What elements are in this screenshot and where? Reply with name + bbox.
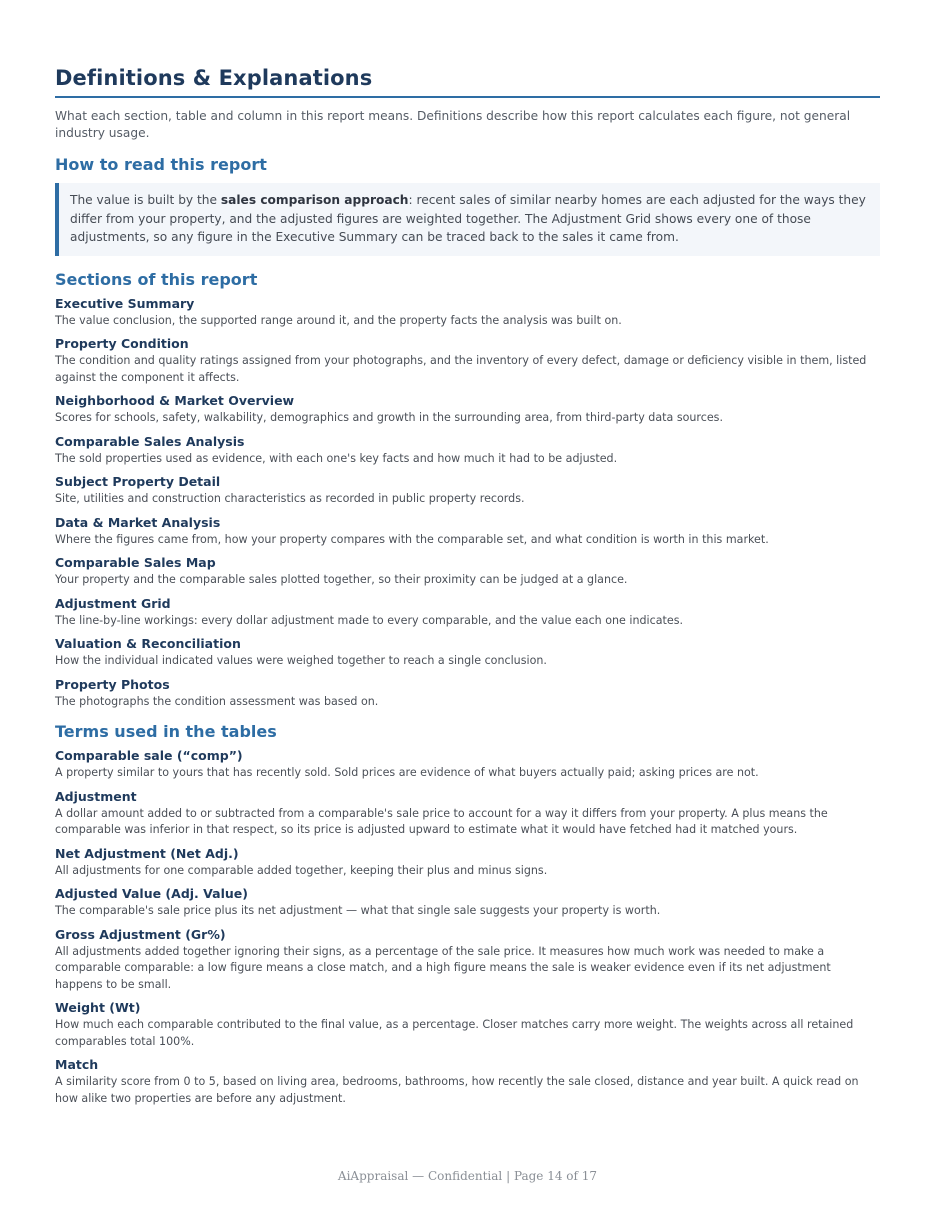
- definitions-page: [55, 66, 880, 1114]
- how-to-read-text: [70, 191, 870, 247]
- term-desc: How much each comparable contributed to the final value, as a percentage. Closer matches carry more weight. The weights across all retained comparables total 100%.: [55, 1018, 854, 1048]
- term-item: [55, 927, 880, 994]
- term-name: Comparable sale (“comp”): [55, 748, 243, 763]
- how-to-read-callout: [55, 183, 880, 256]
- term-desc: All adjustments for one comparable added together, keeping their plus and minus signs.: [55, 863, 548, 877]
- callout-text-after: : recent sales of similar nearby homes are each adjusted for the ways they differ from your property, and the adjusted figures are weighted together. The Adjustment Grid shows every one of those adjustments, so any figure in the Executive Summary can be traced back to the sales it came from.: [70, 193, 866, 244]
- definition-term: Comparable Sales Analysis: [55, 433, 245, 449]
- definition-desc: The line-by-line workings: every dollar adjustment made to every comparable, and the value each one indicates.: [55, 613, 684, 627]
- definition-item: [55, 677, 880, 711]
- definition-item: [55, 296, 880, 330]
- term-name: Match: [55, 1057, 99, 1072]
- page-title: Definitions & Explanations: [55, 66, 880, 98]
- term-name: Gross Adjustment (Gr%): [55, 926, 226, 942]
- definition-term: Adjustment Grid: [55, 595, 171, 611]
- term-desc: The comparable's sale price plus its net adjustment — what that single sale suggests your property is worth.: [55, 904, 661, 917]
- terms-list: [55, 748, 880, 1107]
- definition-term: Data & Market Analysis: [55, 514, 221, 530]
- term-name: Adjusted Value (Adj. Value): [55, 886, 248, 901]
- definition-term: Neighborhood & Market Overview: [55, 393, 295, 408]
- how-to-read-heading: How to read this report: [55, 155, 267, 174]
- sections-list: [55, 296, 880, 711]
- definition-item: [55, 555, 880, 589]
- term-item: [55, 1000, 880, 1050]
- term-name: Adjustment: [55, 788, 137, 804]
- term-name: Net Adjustment (Net Adj.): [55, 845, 239, 861]
- definition-item: [55, 434, 880, 468]
- definition-term: Executive Summary: [55, 295, 195, 311]
- term-item: [55, 748, 880, 782]
- term-item: [55, 846, 880, 880]
- definition-term: Property Photos: [55, 676, 170, 692]
- definition-desc: Scores for schools, safety, walkability, demographics and growth in the surrounding area, from third-party data sources.: [55, 411, 723, 424]
- definition-item: [55, 336, 880, 386]
- intro-text: What each section, table and column in this report means. Definitions describe how this report calculates each figure, not general industry usage.: [55, 109, 851, 140]
- terms-heading: Terms used in the tables: [55, 722, 277, 741]
- definition-item: [55, 636, 880, 670]
- definition-term: Subject Property Detail: [55, 474, 221, 489]
- sections-heading: Sections of this report: [55, 269, 258, 289]
- definition-desc: Site, utilities and construction characteristics as recorded in public property records.: [55, 492, 525, 505]
- term-name: Weight (Wt): [55, 1000, 141, 1015]
- definition-desc: How the individual indicated values were weighed together to reach a single conclusion.: [55, 654, 547, 667]
- callout-bold-term: sales comparison approach: [220, 193, 409, 207]
- definition-term: Comparable Sales Map: [55, 555, 216, 570]
- definition-term: Valuation & Reconciliation: [55, 636, 241, 651]
- definition-item: [55, 515, 880, 549]
- term-desc: All adjustments added together ignoring their signs, as a percentage of the sale price. It measures how much work was needed to make a comparable comparable: a low figure means a close match, and a high figure means the sale is weaker evidence even if its net adjustment happens to be small.: [55, 944, 831, 991]
- definition-desc: The condition and quality ratings assigned from your photographs, and the inventory of every defect, damage or deficiency visible in them, listed against the component it affects.: [55, 354, 867, 384]
- term-desc: A dollar amount added to or subtracted from a comparable's sale price to account for a way it differs from your property. A plus means the comparable was inferior in that respect, so its price is adjusted upward to estimate what it would have fetched had it matched yours.: [55, 806, 828, 836]
- page-footer: AiAppraisal — Confidential | Page 14 of 17: [337, 1169, 598, 1183]
- callout-text-before: The value is built by the: [70, 193, 221, 207]
- term-desc: A property similar to yours that has recently sold. Sold prices are evidence of what buyers actually paid; asking prices are not.: [55, 766, 759, 779]
- definition-desc: The photographs the condition assessment was based on.: [55, 694, 379, 708]
- definition-item: [55, 596, 880, 630]
- definition-desc: The value conclusion, the supported range around it, and the property facts the analysis was built on.: [55, 313, 622, 327]
- term-item: [55, 789, 880, 839]
- definition-desc: Where the figures came from, how your property compares with the comparable set, and what condition is worth in this market.: [55, 532, 769, 546]
- definition-desc: The sold properties used as evidence, with each one's key facts and how much it had to be adjusted.: [55, 451, 618, 465]
- term-item: [55, 1057, 880, 1107]
- term-desc: A similarity score from 0 to 5, based on living area, bedrooms, bathrooms, how recently the sale closed, distance and year built. A quick read on how alike two properties are before any adjustment.: [55, 1075, 859, 1105]
- definition-term: Property Condition: [55, 336, 189, 351]
- term-item: [55, 886, 880, 920]
- definition-desc: Your property and the comparable sales plotted together, so their proximity can be judged at a glance.: [55, 573, 628, 586]
- definition-item: [55, 393, 880, 427]
- definition-item: [55, 474, 880, 508]
